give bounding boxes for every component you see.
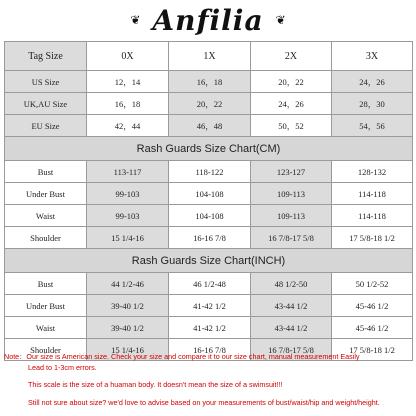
right-ornament-icon: ❦ bbox=[275, 12, 286, 27]
size-notes bbox=[4, 352, 414, 408]
table-cell: 99-103 bbox=[87, 183, 169, 205]
table-cell: 17 5/8-18 1/2 bbox=[332, 339, 413, 361]
column-header-tag-size: Tag Size bbox=[5, 42, 87, 71]
table-row bbox=[5, 183, 413, 205]
table-cell: 44 1/2-46 bbox=[87, 273, 169, 295]
table-cell: 46，48 bbox=[169, 115, 251, 137]
table-cell: 109-113 bbox=[251, 183, 332, 205]
table-cell: 24，26 bbox=[251, 93, 332, 115]
table-cell: 16-16 7/8 bbox=[169, 227, 251, 249]
note-line: This scale is the size of a huaman body. It doesn't mean the size of a swimsuit!!! bbox=[28, 380, 283, 389]
table-cell: 16，18 bbox=[87, 93, 169, 115]
table-cell: 16 7/8-17 5/8 bbox=[251, 227, 332, 249]
note-line: Lead to 1-3cm errors. bbox=[28, 362, 97, 372]
section-title-cm: Rash Guards Size Chart(CM) bbox=[5, 137, 413, 161]
table-row bbox=[5, 93, 413, 115]
table-cell: 104-108 bbox=[169, 205, 251, 227]
table-cell: 12，14 bbox=[87, 71, 169, 93]
left-ornament-icon: ❦ bbox=[130, 12, 141, 27]
table-row bbox=[5, 205, 413, 227]
table-cell: 109-113 bbox=[251, 205, 332, 227]
table-cell: 39-40 1/2 bbox=[87, 295, 169, 317]
table-cell: 50，52 bbox=[251, 115, 332, 137]
table-cell: 39-40 1/2 bbox=[87, 317, 169, 339]
table-cell: 123-127 bbox=[251, 161, 332, 183]
column-header-0x: 0X bbox=[87, 42, 169, 71]
table-cell: 43-44 1/2 bbox=[251, 295, 332, 317]
section-header-row bbox=[5, 249, 413, 273]
section-header-row bbox=[5, 137, 413, 161]
row-label: Shoulder bbox=[5, 339, 87, 361]
table-cell: 28，30 bbox=[332, 93, 413, 115]
table-cell: 15 1/4-16 bbox=[87, 227, 169, 249]
table-cell: 17 5/8-18 1/2 bbox=[332, 227, 413, 249]
row-label: Under Bust bbox=[5, 183, 87, 205]
size-chart-table bbox=[4, 41, 413, 361]
note-line: Note：Our size is American size. Check your size and compare it to our size chart, manual measurement Easily bbox=[4, 352, 360, 361]
table-cell: 46 1/2-48 bbox=[169, 273, 251, 295]
row-label: Bust bbox=[5, 161, 87, 183]
table-row bbox=[5, 273, 413, 295]
table-cell: 114-118 bbox=[332, 205, 413, 227]
table-cell: 42，44 bbox=[87, 115, 169, 137]
table-cell: 54，56 bbox=[332, 115, 413, 137]
table-cell: 41-42 1/2 bbox=[169, 317, 251, 339]
table-cell: 43-44 1/2 bbox=[251, 317, 332, 339]
row-label: Under Bust bbox=[5, 295, 87, 317]
row-label: Waist bbox=[5, 205, 87, 227]
column-header-1x: 1X bbox=[169, 42, 251, 71]
table-row bbox=[5, 161, 413, 183]
table-cell: 15 1/4-16 bbox=[87, 339, 169, 361]
table-cell: 16 7/8-17 5/8 bbox=[251, 339, 332, 361]
table-row bbox=[5, 115, 413, 137]
row-label: Waist bbox=[5, 317, 87, 339]
row-label: Shoulder bbox=[5, 227, 87, 249]
brand-header bbox=[0, 0, 416, 40]
table-cell: 41-42 1/2 bbox=[169, 295, 251, 317]
table-cell: 114-118 bbox=[332, 183, 413, 205]
header-row bbox=[5, 42, 413, 71]
column-header-3x: 3X bbox=[332, 42, 413, 71]
table-cell: 50 1/2-52 bbox=[332, 273, 413, 295]
table-row bbox=[5, 71, 413, 93]
note-line: Still not sure about size? we'd love to advise based on your measurements of bust/waist/hip and weight/height. bbox=[28, 397, 380, 407]
brand-logo: Anfilia bbox=[152, 3, 264, 37]
table-cell: 16-16 7/8 bbox=[169, 339, 251, 361]
table-cell: 45-46 1/2 bbox=[332, 295, 413, 317]
table-cell: 128-132 bbox=[332, 161, 413, 183]
table-cell: 99-103 bbox=[87, 205, 169, 227]
table-cell: 113-117 bbox=[87, 161, 169, 183]
section-title-inch: Rash Guards Size Chart(INCH) bbox=[5, 249, 413, 273]
table-row bbox=[5, 227, 413, 249]
table-row bbox=[5, 317, 413, 339]
table-cell: 104-108 bbox=[169, 183, 251, 205]
row-label: Bust bbox=[5, 273, 87, 295]
table-cell: 118-122 bbox=[169, 161, 251, 183]
table-cell: 20，22 bbox=[169, 93, 251, 115]
table-cell: 45-46 1/2 bbox=[332, 317, 413, 339]
table-cell: 20，22 bbox=[251, 71, 332, 93]
row-label: UK,AU Size bbox=[5, 93, 87, 115]
table-cell: 48 1/2-50 bbox=[251, 273, 332, 295]
row-label: EU Size bbox=[5, 115, 87, 137]
table-row bbox=[5, 295, 413, 317]
table-cell: 16，18 bbox=[169, 71, 251, 93]
column-header-2x: 2X bbox=[251, 42, 332, 71]
row-label: US Size bbox=[5, 71, 87, 93]
table-cell: 24，26 bbox=[332, 71, 413, 93]
